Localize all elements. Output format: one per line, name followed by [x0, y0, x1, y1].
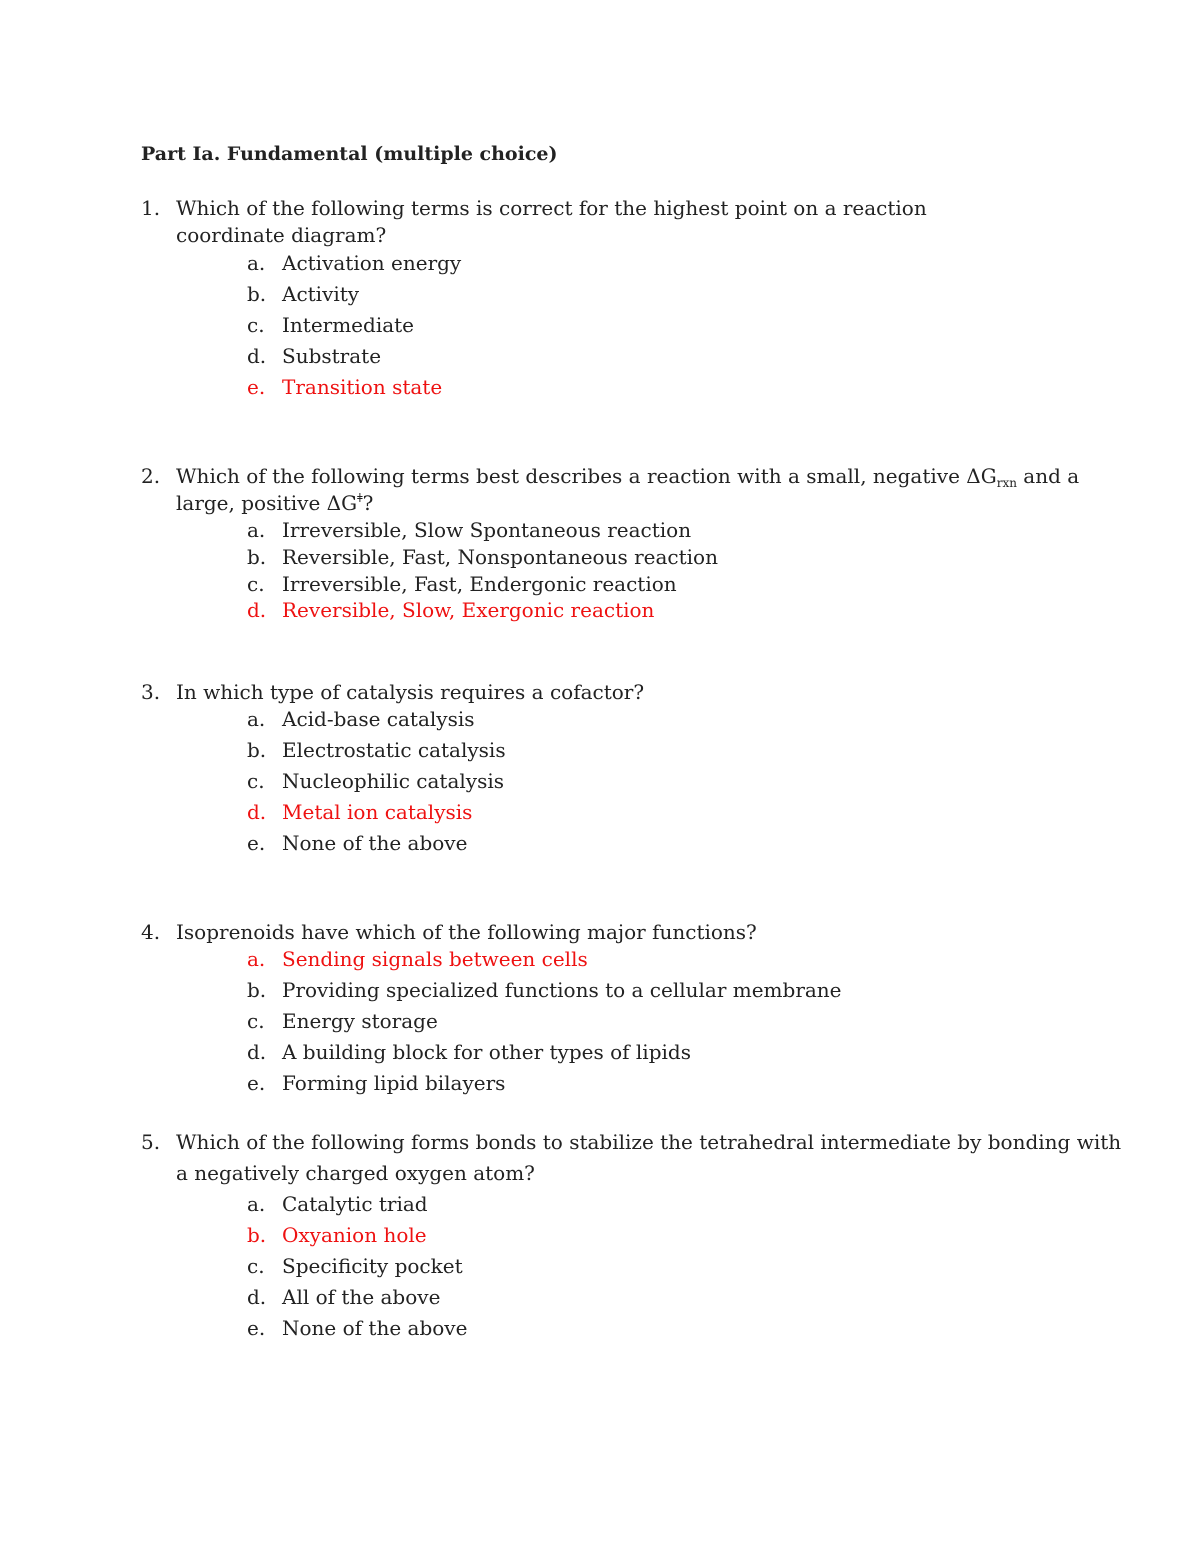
- question-4-number: 4.: [141, 920, 161, 944]
- question-3-option-a-letter: a.: [247, 707, 266, 731]
- question-1-option-e-answer: Transition state: [282, 375, 443, 399]
- question-3-option-b-letter: b.: [247, 738, 267, 762]
- question-5-option-a: Catalytic triad: [282, 1192, 428, 1216]
- question-1-option-b: Activity: [282, 282, 360, 306]
- question-1-text-line-1: Which of the following terms is correct for the highest point on a reaction: [176, 196, 927, 220]
- question-1-option-e-letter: e.: [247, 375, 266, 399]
- question-1-text-line-2: coordinate diagram?: [176, 223, 387, 247]
- question-5-option-d: All of the above: [282, 1285, 441, 1309]
- question-4-option-d: A building block for other types of lipids: [282, 1040, 691, 1064]
- question-5-option-b-answer: Oxyanion hole: [282, 1223, 427, 1247]
- question-1-number: 1.: [141, 196, 161, 220]
- question-4-option-e: Forming lipid bilayers: [282, 1071, 506, 1095]
- question-2-option-a-letter: a.: [247, 518, 266, 542]
- question-3-option-d-letter: d.: [247, 800, 267, 824]
- question-4-option-b: Providing specialized functions to a cellular membrane: [282, 978, 842, 1002]
- question-5-option-c: Specificity pocket: [282, 1254, 463, 1278]
- question-3-option-b: Electrostatic catalysis: [282, 738, 506, 762]
- rxn-subscript: rxn: [996, 476, 1017, 490]
- question-4-text: Isoprenoids have which of the following major functions?: [176, 920, 757, 944]
- section-heading: Part Ia. Fundamental (multiple choice): [141, 143, 558, 165]
- question-2-option-c: Irreversible, Fast, Endergonic reaction: [282, 572, 677, 596]
- question-3-option-c-letter: c.: [247, 769, 265, 793]
- question-4-option-b-letter: b.: [247, 978, 267, 1002]
- question-5-option-b-letter: b.: [247, 1223, 267, 1247]
- question-2-option-c-letter: c.: [247, 572, 265, 596]
- question-3-option-c: Nucleophilic catalysis: [282, 769, 504, 793]
- question-4-option-c: Energy storage: [282, 1009, 438, 1033]
- question-1-option-d: Substrate: [282, 344, 382, 368]
- question-2-option-b-letter: b.: [247, 545, 267, 569]
- question-5-option-e-letter: e.: [247, 1316, 266, 1340]
- question-4-option-e-letter: e.: [247, 1071, 266, 1095]
- question-2-text-line-2: large, positive $\Delta G^ǂ$?: [176, 491, 374, 515]
- question-3-option-e-letter: e.: [247, 831, 266, 855]
- question-1-option-c-letter: c.: [247, 313, 265, 337]
- question-3-text: In which type of catalysis requires a cofactor?: [176, 680, 645, 704]
- question-2-option-b: Reversible, Fast, Nonspontaneous reaction: [282, 545, 718, 569]
- question-1-option-d-letter: d.: [247, 344, 267, 368]
- question-2-text-line-1: Which of the following terms best describes a reaction with a small, negative $\Delta G_{rxn}$ and a: [176, 464, 1080, 490]
- transition-superscript: ǂ: [357, 491, 363, 505]
- question-3-option-e: None of the above: [282, 831, 468, 855]
- question-5-option-d-letter: d.: [247, 1285, 267, 1309]
- question-5-option-c-letter: c.: [247, 1254, 265, 1278]
- question-2-option-d-answer: Reversible, Slow, Exergonic reaction: [282, 598, 655, 622]
- question-5-number: 5.: [141, 1130, 161, 1154]
- question-3-number: 3.: [141, 680, 161, 704]
- question-4-option-c-letter: c.: [247, 1009, 265, 1033]
- question-4-option-d-letter: d.: [247, 1040, 267, 1064]
- question-2-option-a: Irreversible, Slow Spontaneous reaction: [282, 518, 692, 542]
- question-1-option-a: Activation energy: [282, 251, 462, 275]
- question-5-option-e: None of the above: [282, 1316, 468, 1340]
- question-4-option-a-letter: a.: [247, 947, 266, 971]
- question-1-option-a-letter: a.: [247, 251, 266, 275]
- question-5-text-line-1: Which of the following forms bonds to stabilize the tetrahedral intermediate by bonding with: [176, 1130, 1122, 1154]
- question-1-option-b-letter: b.: [247, 282, 267, 306]
- question-2-option-d-letter: d.: [247, 598, 267, 622]
- question-3-option-a: Acid-base catalysis: [282, 707, 475, 731]
- question-1-option-c: Intermediate: [282, 313, 415, 337]
- question-5-text-line-2: a negatively charged oxygen atom?: [176, 1161, 535, 1185]
- question-5-option-a-letter: a.: [247, 1192, 266, 1216]
- question-2-number: 2.: [141, 464, 161, 488]
- question-4-option-a-answer: Sending signals between cells: [282, 947, 588, 971]
- question-3-option-d-answer: Metal ion catalysis: [282, 800, 473, 824]
